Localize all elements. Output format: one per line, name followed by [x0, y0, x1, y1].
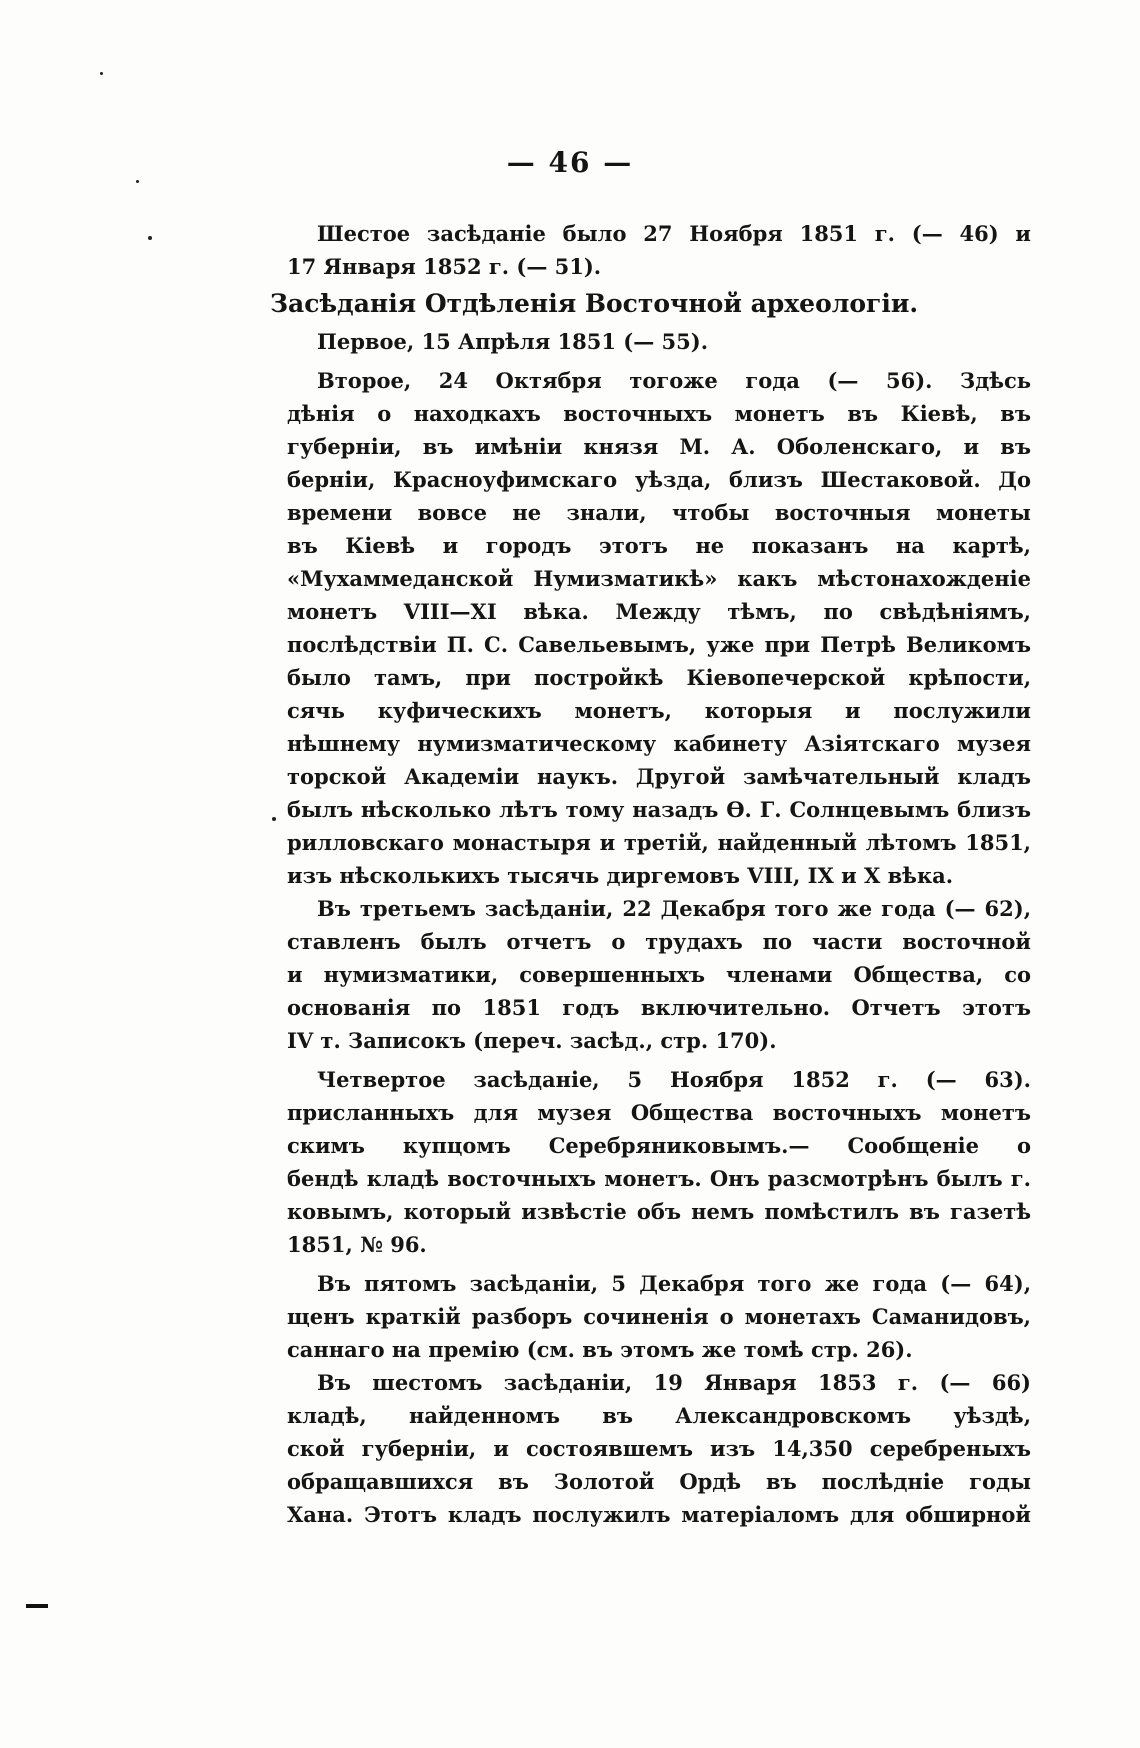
scan-speck	[100, 72, 103, 75]
text-line: Хана. Этотъ кладъ послужилъ матеріаломъ для обширной	[287, 1502, 1031, 1527]
paragraph-fourth-session	[287, 1063, 1031, 1261]
text-line: и нумизматики, совершенныхъ членами Общества, со	[287, 962, 1031, 987]
text-line: ставленъ былъ отчетъ о трудахъ по части восточной	[287, 929, 1031, 954]
paragraph-third-session	[287, 892, 1031, 1057]
scan-speck	[136, 180, 139, 183]
text-line: Въ шестомъ засѣданіи, 19 Января 1853 г. (— 66)	[317, 1370, 1031, 1395]
scan-mark	[26, 1604, 48, 1608]
body-text	[270, 217, 1031, 1531]
text-line: сячь куфическихъ монетъ, которыя и послужили	[287, 698, 1031, 723]
text-line: 1851, № 96.	[287, 1232, 427, 1257]
paragraph-sixth-session	[287, 217, 1031, 283]
text-line: 17 Января 1852 г. (— 51).	[287, 254, 602, 279]
text-line: присланныхъ для музея Общества восточныхъ монетъ	[287, 1100, 1031, 1125]
text-line: берніи, Красноуфимскаго уѣзда, близъ Шестаковой. До	[287, 467, 1031, 492]
text-line: въ Кіевѣ и городъ этотъ не показанъ на картѣ,	[287, 533, 1031, 558]
text-line: скимъ купцомъ Серебряниковымъ.— Сообщеніе о	[287, 1133, 1031, 1158]
text-line: Второе, 24 Октября тогоже года (— 56). Здѣсь	[317, 368, 1031, 393]
text-line: основанія по 1851 годъ включительно. Отчетъ этотъ	[287, 995, 1031, 1020]
text-line: Въ третьемъ засѣданіи, 22 Декабря того же года (— 62),	[317, 896, 1031, 921]
text-line: саннаго на премію (см. въ этомъ же томѣ стр. 26).	[287, 1337, 913, 1362]
paragraph-second-session	[287, 364, 1031, 892]
text-line: нѣшнему нумизматическому кабинету Азіятскаго музея	[287, 731, 1031, 756]
text-line: «Мухаммеданской Нумизматикѣ» какъ мѣстонахожденіе	[287, 566, 1031, 591]
text-line: монетъ VIII—XI вѣка. Между тѣмъ, по свѣдѣніямъ,	[287, 599, 1031, 624]
scan-speck	[272, 817, 276, 821]
text-line: послѣдствіи П. С. Савельевымъ, уже при Петрѣ Великомъ	[287, 632, 1031, 657]
section-heading: Засѣданія Отдѣленія Восточной археологіи.	[270, 289, 919, 318]
text-line: Четвертое засѣданіе, 5 Ноября 1852 г. (— 63).	[317, 1067, 1031, 1092]
page-number: — 46 —	[506, 146, 634, 179]
text-line: торской Академіи наукъ. Другой замѣчательный кладъ	[287, 764, 1031, 789]
text-line: Первое, 15 Апрѣля 1851 (— 55).	[317, 329, 709, 354]
text-line: губерніи, въ имѣніи князя М. А. Оболенскаго, и въ	[287, 434, 1031, 459]
text-line: было тамъ, при постройкѣ Кіевопечерской крѣпости,	[287, 665, 1031, 690]
text-line: Шестое засѣданіе было 27 Ноября 1851 г. (— 46) и	[317, 221, 1031, 246]
text-line: времени вовсе не знали, чтобы восточныя монеты	[287, 500, 1031, 525]
text-line: бендѣ кладѣ восточныхъ монетъ. Онъ разсмотрѣнъ былъ г.	[287, 1166, 1031, 1191]
paragraph-fifth-session	[287, 1267, 1031, 1366]
text-line: ской губерніи, и состоявшемъ изъ 14,350 серебреныхъ	[287, 1436, 1031, 1461]
text-line: былъ нѣсколько лѣтъ тому назадъ Ѳ. Г. Солнцевымъ близъ	[287, 797, 1031, 822]
text-line: изъ нѣсколькихъ тысячь диргемовъ VIII, IX и X вѣка.	[287, 863, 954, 888]
text-line: щенъ краткій разборъ сочиненія о монетахъ Саманидовъ,	[287, 1304, 1031, 1329]
text-line: IV т. Записокъ (переч. засѣд., стр. 170).	[287, 1028, 777, 1053]
paragraph-sixth-session-1853	[287, 1366, 1031, 1531]
text-line: ковымъ, который извѣстіе объ немъ помѣстилъ въ газетѣ	[287, 1199, 1031, 1224]
text-line: обращавшихся въ Золотой Ордѣ въ послѣдніе годы	[287, 1469, 1031, 1494]
text-line: рилловскаго монастыря и третій, найденный лѣтомъ 1851,	[287, 830, 1031, 855]
text-line: дѣнія о находкахъ восточныхъ монетъ въ Кіевѣ, въ	[287, 401, 1031, 426]
scan-speck	[148, 236, 152, 240]
text-line: Въ пятомъ засѣданіи, 5 Декабря того же года (— 64),	[317, 1271, 1031, 1296]
text-line: кладѣ, найденномъ въ Александровскомъ уѣздѣ,	[287, 1403, 1031, 1428]
paragraph-first-session	[287, 325, 1031, 358]
